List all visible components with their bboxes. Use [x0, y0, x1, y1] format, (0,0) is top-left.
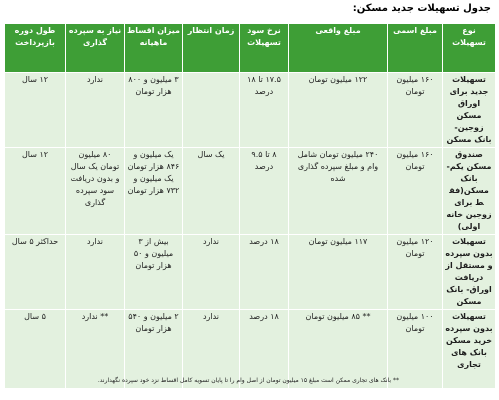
cell-monthly-installment: بیش از ۳ میلیون و ۵۰ هزار تومان [125, 235, 183, 310]
table-row [5, 235, 496, 310]
cell-facility-type: تسهیلات بدون سپرده خرید مسکن بانک های تجاری [443, 310, 496, 389]
cell-monthly-installment: ۲ میلیون و ۵۴۰ هزار تومان [125, 310, 183, 389]
cell-deposit-required: ندارد [66, 73, 125, 148]
cell-interest-rate: ۱۸ درصد [240, 310, 289, 389]
cell-actual-amount: ۲۴۰ میلیون تومان شامل وام و مبلغ سپرده گذاری شده [289, 148, 388, 235]
table-header-row [5, 24, 496, 73]
footnote: ** بانک های تجاری ممکن است مبلغ ۱۵ میلیون تومان از اصل وام را تا پایان تسویه کامل اقساط نزد خود سپرده نگهدارند. [97, 377, 399, 384]
cell-actual-amount: ۱۲۲ میلیون تومان [289, 73, 388, 148]
header-deposit-required: نیاز به سپرده گذاری [66, 24, 125, 73]
header-actual-amount: مبلغ واقعی [289, 24, 388, 73]
cell-deposit-required: ۸۰ میلیون تومان یک سال و بدون دریافت سود سپرده گذاری [66, 148, 125, 235]
cell-facility-type: تسهیلات جدید برای اوراق مسکن زوجین- بانک مسکن [443, 73, 496, 148]
cell-interest-rate: ۸ تا ۹.۵ درصد [240, 148, 289, 235]
table-row [5, 73, 496, 148]
header-monthly-installment: میزان اقساط ماهیانه [125, 24, 183, 73]
cell-facility-type: صندوق مسکن یکم- بانک مسکن(فقط برای زوجین خانه اولی) [443, 148, 496, 235]
cell-waiting-time [183, 73, 240, 148]
header-interest-rate: نرخ سود تسهیلات [240, 24, 289, 73]
cell-facility-type: تسهیلات بدون سپرده و مستقل از دریافت اوراق- بانک مسکن [443, 235, 496, 310]
header-facility-type: نوع تسهیلات [443, 24, 496, 73]
cell-nominal-amount: ۱۶۰ میلیون تومان [388, 148, 443, 235]
cell-repayment-period: ۱۲ سال [5, 73, 66, 148]
cell-nominal-amount: ۱۶۰ میلیون تومان [388, 73, 443, 148]
cell-interest-rate: ۱۷.۵ تا ۱۸ درصد [240, 73, 289, 148]
cell-monthly-installment: ۳ میلیون و ۸۰۰ هزار تومان [125, 73, 183, 148]
header-repayment-period: طول دوره بازپرداخت [5, 24, 66, 73]
cell-waiting-time: یک سال [183, 148, 240, 235]
header-waiting-time: زمان انتظار [183, 24, 240, 73]
cell-deposit-required: ندارد [66, 235, 125, 310]
cell-interest-rate: ۱۸ درصد [240, 235, 289, 310]
cell-repayment-period: ۱۲ سال [5, 148, 66, 235]
page-title: جدول تسهیلات جدید مسکن: [352, 3, 491, 14]
cell-repayment-period: حداکثر ۵ سال [5, 235, 66, 310]
header-nominal-amount: مبلغ اسمی [388, 24, 443, 73]
cell-nominal-amount: ۱۲۰ میلیون تومان [388, 235, 443, 310]
cell-nominal-amount: ۱۰۰ میلیون تومان [388, 310, 443, 389]
cell-deposit-required: ** ندارد [66, 310, 125, 389]
cell-repayment-period: ۵ سال [5, 310, 66, 389]
table-row [5, 148, 496, 235]
cell-waiting-time: ندارد [183, 235, 240, 310]
cell-waiting-time: ندارد [183, 310, 240, 389]
cell-monthly-installment: یک میلیون و ۸۴۶ هزار تومان یک میلیون و ۷۳۲ هزار تومان [125, 148, 183, 235]
cell-actual-amount: ۱۱۷ میلیون تومان [289, 235, 388, 310]
housing-facilities-table [4, 23, 496, 389]
cell-actual-amount: ** ۸۵ میلیون تومان [289, 310, 388, 389]
